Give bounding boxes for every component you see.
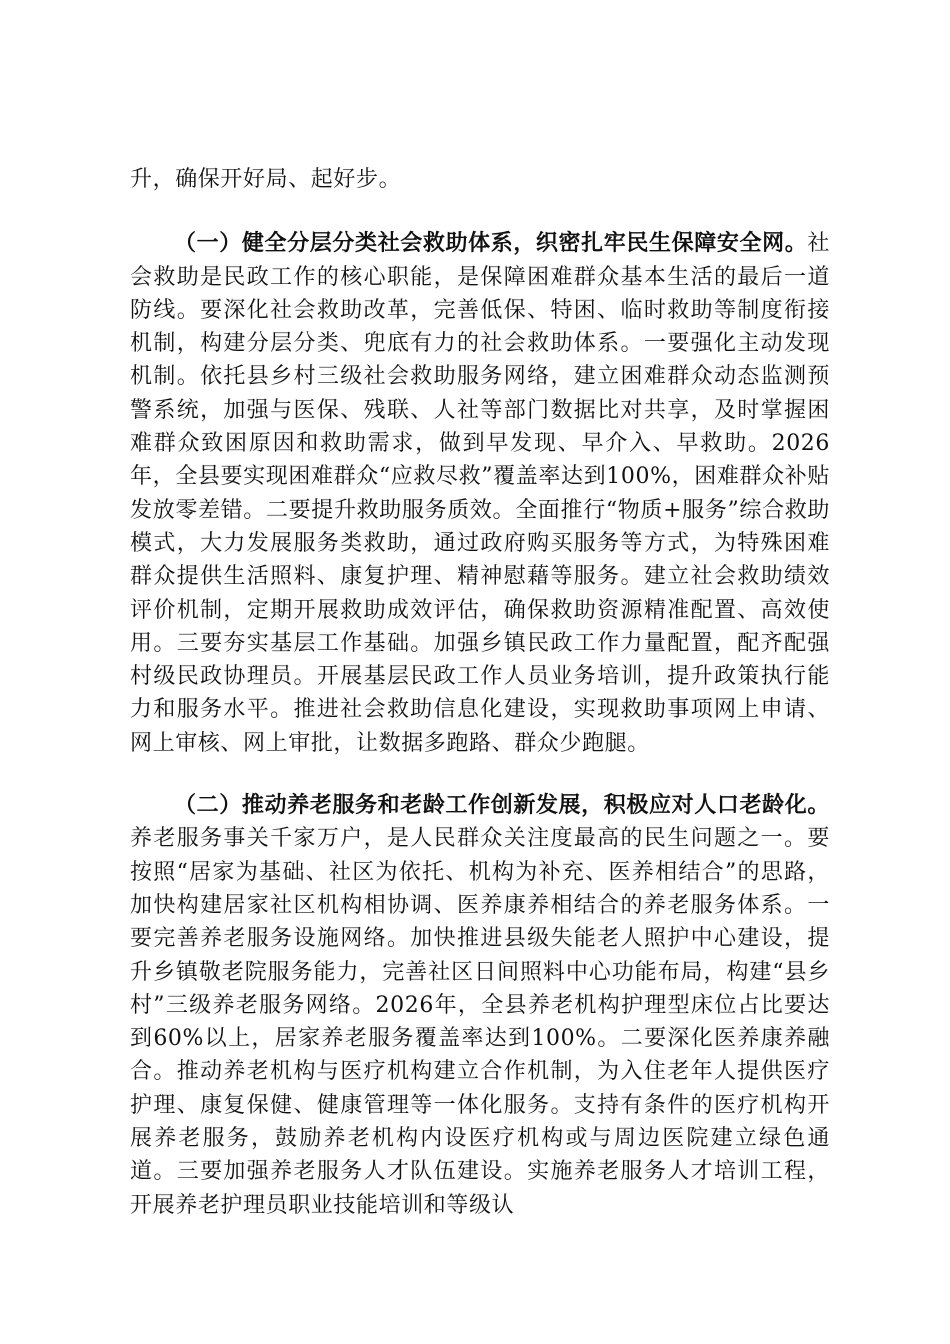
section-2-body: 养老服务事关千家万户，是人民群众关注度最高的民生问题之一。要按照“居家为基础、社区为依托、机构为补充、医养相结合”的思路，加快构建居家社区机构相协调、医养康养相结合的养老服务体系。一要完善养老服务设施网络。加快推进县级失能老人照护中心建设，提升乡镇敬老院服务能力，完善社区日间照料中心功能布局，构建“县乡村”三级养老服务网络。2026年，全县养老机构护理型床位占比要达到60%以上，居家养老服务覆盖率达到100%。二要深化医养康养融合。推动养老机构与医疗机构建立合作机制，为入住老年人提供医疗护理、康复保健、健康管理等一体化服务。支持有条件的医疗机构开展养老服务，鼓励养老机构内设医疗机构或与周边医院建立绿色通道。三要加强养老服务人才队伍建设。实施养老服务人才培训工程，开展养老护理员职业技能培训和等级认	[130, 826, 830, 1218]
section-1-body: 社会救助是民政工作的核心职能，是保障困难群众基本生活的最后一道防线。要深化社会救助改革，完善低保、特困、临时救助等制度衔接机制，构建分层分类、兜底有力的社会救助体系。一要强化主动发现机制。依托县乡村三级社会救助服务网络，建立困难群众动态监测预警系统，加强与医保、残联、人社等部门数据比对共享，及时掌握困难群众致困原因和救助需求，做到早发现、早介入、早救助。2026年，全县要实现困难群众“应救尽救”覆盖率达到100%，困难群众补贴发放零差错。二要提升救助服务质效。全面推行“物质+服务”综合救助模式，大力发展服务类救助，通过政府购买服务等方式，为特殊困难群众提供生活照料、康复护理、精神慰藉等服务。建立社会救助绩效评价机制，定期开展救助成效评估，确保救助资源精准配置、高效使用。三要夯实基层工作基础。加强乡镇民政工作力量配置，配齐配强村级民政协理员。开展基层民政工作人员业务培训，提升政策执行能力和服务水平。推进社会救助信息化建设，实现救助事项网上申请、网上审核、网上审批，让数据多跑路、群众少跑腿。	[130, 231, 830, 756]
section-1-heading: （一）健全分层分类社会救助体系，织密扎牢民生保障安全网。	[174, 231, 808, 257]
section-2-paragraph	[130, 789, 830, 1222]
section-2-heading: （二）推动养老服务和老龄工作创新发展，积极应对人口老龄化。	[174, 793, 830, 819]
section-1-paragraph	[130, 227, 830, 760]
document-body	[130, 163, 830, 1222]
intro-tail-paragraph: 升，确保开好局、起好步。	[130, 167, 402, 192]
